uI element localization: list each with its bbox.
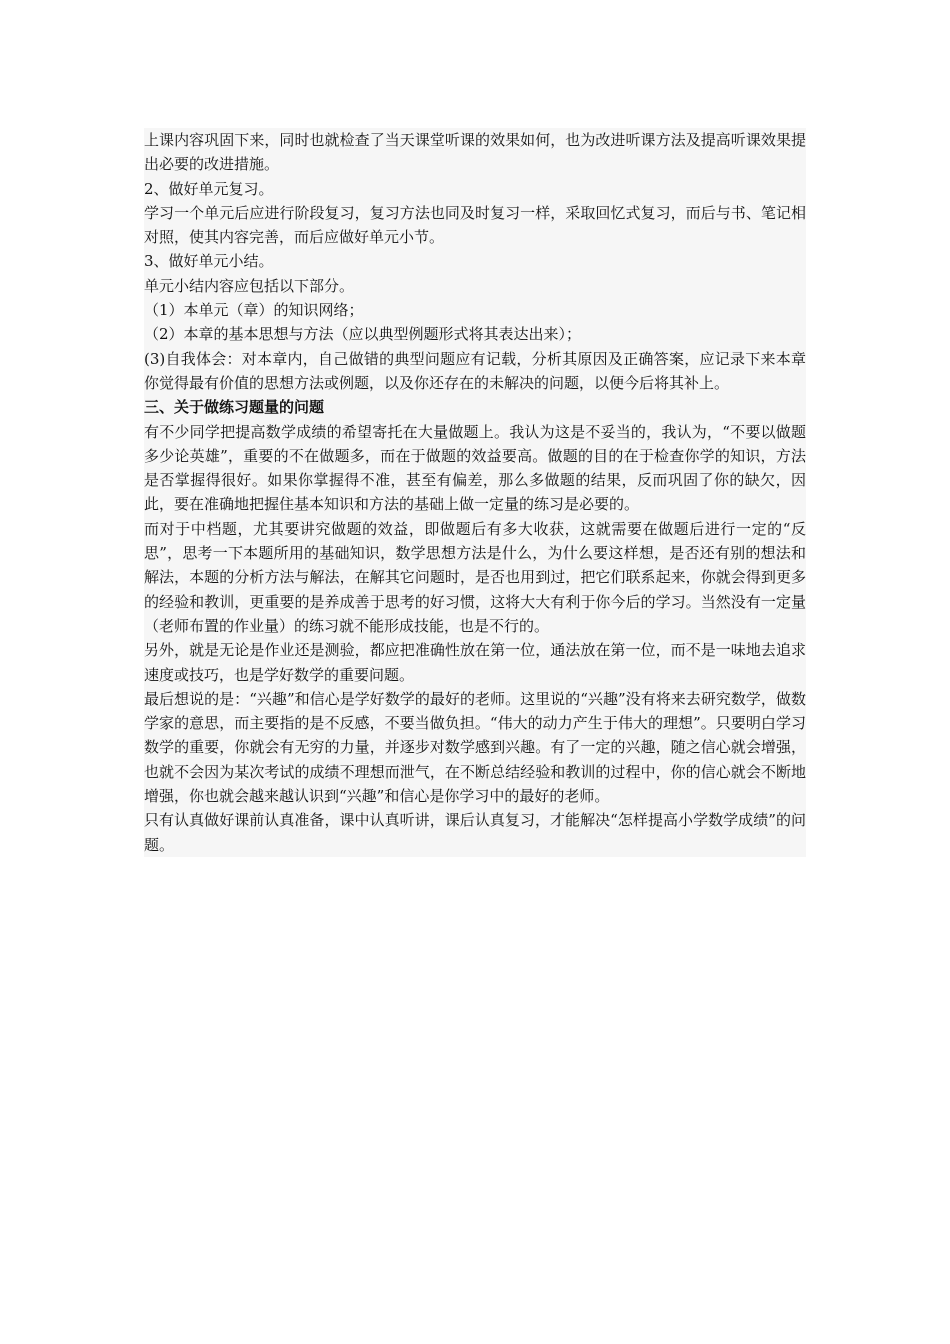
paragraph-summary-intro: 单元小结内容应包括以下部分。 xyxy=(144,276,355,295)
section-heading-practice: 三、关于做练习题量的问题 xyxy=(144,398,325,417)
paragraph-interest: 最后想说的是：“兴趣”和信心是学好数学的最好的老师。这里说的“兴趣”没有将来去研究数学，做数学家的意思，而主要指的是不反感，不要当做负担。“伟大的动力产生于伟大的理想”。只要明白学习数学的重要，你就会有无穷的力量，并逐步对数学感到兴趣。有了一定的兴趣，随之信心就会增强，也就不会因为某次考试的成绩不理想而泄气，在不断总结经验和教训的过程中，你的信心就会不断地增强，你也就会越来越认识到“兴趣”和信心是你学习中的最好的老师。 xyxy=(144,689,806,806)
item-unit-summary: 3、做好单元小结。 xyxy=(144,252,274,271)
paragraph-reflection: 而对于中档题，尤其要讲究做题的效益，即做题后有多大收获，这就需要在做题后进行一定的“反思”，思考一下本题所用的基础知识，数学思想方法是什么，为什么要这样想，是否还有别的想法和解法，本题的分析方法与解法，在解其它问题时，是否也用到过，把它们联系起来，你就会得到更多的经验和教训，更重要的是养成善于思考的好习惯，这将大大有利于你今后的学习。当然没有一定量（老师布置的作业量）的练习就不能形成技能，也是不行的。 xyxy=(144,519,806,635)
paragraph-unit-review: 学习一个单元后应进行阶段复习，复习方法也同及时复习一样，采取回忆式复习，而后与书、笔记相对照，使其内容完善，而后应做好单元小节。 xyxy=(144,203,806,247)
list-item-self-reflection: (3)自我体会：对本章内，自己做错的典型问题应有记载，分析其原因及正确答案，应记录下来本章你觉得最有价值的思想方法或例题，以及你还存在的未解决的问题，以便今后将其补上。 xyxy=(144,349,806,392)
paragraph-conclusion: 只有认真做好课前认真准备，课中认真听讲，课后认真复习，才能解决“怎样提高小学数学成绩”的问题。 xyxy=(144,811,806,854)
list-item-knowledge-network: （1）本单元（章）的知识网络； xyxy=(144,301,364,320)
paragraph-accuracy: 另外，就是无论是作业还是测验，都应把准确性放在第一位，通法放在第一位，而不是一味地去追求速度或技巧，也是学好数学的重要问题。 xyxy=(144,641,806,684)
item-unit-review: 2、做好单元复习。 xyxy=(144,179,274,198)
list-item-methods: （2）本章的基本思想与方法（应以典型例题形式将其表达出来）； xyxy=(144,325,582,344)
paragraph-review-continuation: 上课内容巩固下来，同时也就检查了当天课堂听课的效果如何，也为改进听课方法及提高听课效果提出必要的改进措施。 xyxy=(144,131,806,174)
paragraph-practice-quantity: 有不少同学把提高数学成绩的希望寄托在大量做题上。我认为这是不妥当的，我认为，“不要以做题多少论英雄”，重要的不在做题多，而在于做题的效益要高。做题的目的在于检查你学的知识，方法是否掌握得很好。如果你掌握得不准，甚至有偏差，那么多做题的结果，反而巩固了你的缺欠，因此，要在准确地把握住基本知识和方法的基础上做一定量的练习是必要的。 xyxy=(144,422,806,514)
document-body xyxy=(144,128,806,857)
